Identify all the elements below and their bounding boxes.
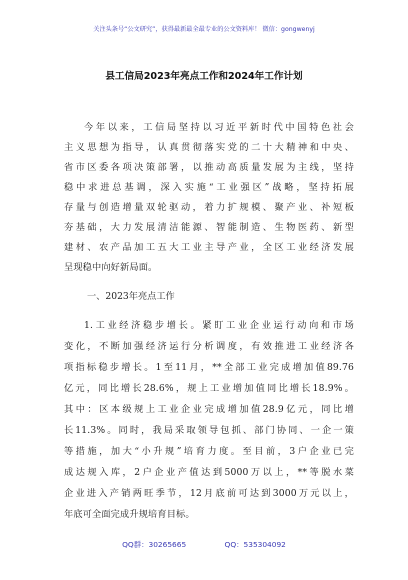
footer-qq-group: QQ群：30265665 bbox=[122, 540, 187, 549]
paragraph-line: 长11.3%。同时，我局采取领导包抓、部门协同、一企一策 bbox=[64, 425, 354, 436]
paragraph-line: 今年以来，工信局坚持以习近平新时代中国特色社会 bbox=[84, 122, 354, 133]
paragraph-line: 企业进入产销两旺季节，12月底前可达到3000万元以上， bbox=[64, 488, 354, 499]
paragraph-line: 等措施，加大“小升规”培育力度。至目前，3户企业已完 bbox=[64, 446, 354, 457]
paragraph-line: 稳中求进总基调，深入实施“工业强区”战略，坚持拓展 bbox=[64, 182, 354, 193]
document-title: 县工信局2023年亮点工作和2024年工作计划 bbox=[105, 71, 303, 82]
paragraph-line: 其中：区本级规上工业企业完成增加值28.9亿元，同比增 bbox=[64, 404, 354, 415]
paragraph-line: 1.工业经济稳步增长。紧盯工业企业运行动向和市场 bbox=[84, 320, 354, 331]
paragraph-line: 主义思想为指导，认真贯彻落实党的二十大精神和中央、 bbox=[64, 142, 354, 153]
paragraph-line: 亿元，同比增长28.6%，规上工业增加值同比增长18.9%。 bbox=[64, 383, 354, 394]
paragraph-line: 存量与创造增量双轮驱动，着力扩规模、聚产业、补短板 bbox=[64, 202, 354, 213]
paragraph-line: 夯基础，大力发展清洁能源、智能制造、生物医药、新型 bbox=[64, 222, 354, 233]
header-notice: 关注头条号“公文研究”，获得最新最全最专业的公文资料库！ 微信：gongwenyj bbox=[93, 26, 315, 33]
footer-contact bbox=[0, 539, 408, 550]
footer-qq: QQ：535304092 bbox=[224, 540, 286, 549]
paragraph-line: 项指标稳步增长。1至11月，**全部工业完成增加值89.76 bbox=[64, 362, 354, 373]
section-heading: 一、2023年亮点工作 bbox=[87, 291, 175, 302]
paragraph-line: 省市区委各项决策部署，以推动高质量发展为主线，坚持 bbox=[64, 162, 354, 173]
paragraph-line: 成达规入库，2户企业产值达到5000万以上，**等脱水菜 bbox=[64, 467, 354, 478]
paragraph-line: 建材、农产品加工五大工业主导产业，全区工业经济发展 bbox=[64, 242, 354, 253]
paragraph-line: 年底可全面完成升规培育目标。 bbox=[64, 509, 195, 520]
paragraph-line: 变化，不断加强经济运行分析调度，有效推进工业经济各 bbox=[64, 341, 354, 352]
paragraph-line: 呈现稳中向好新局面。 bbox=[64, 262, 158, 273]
